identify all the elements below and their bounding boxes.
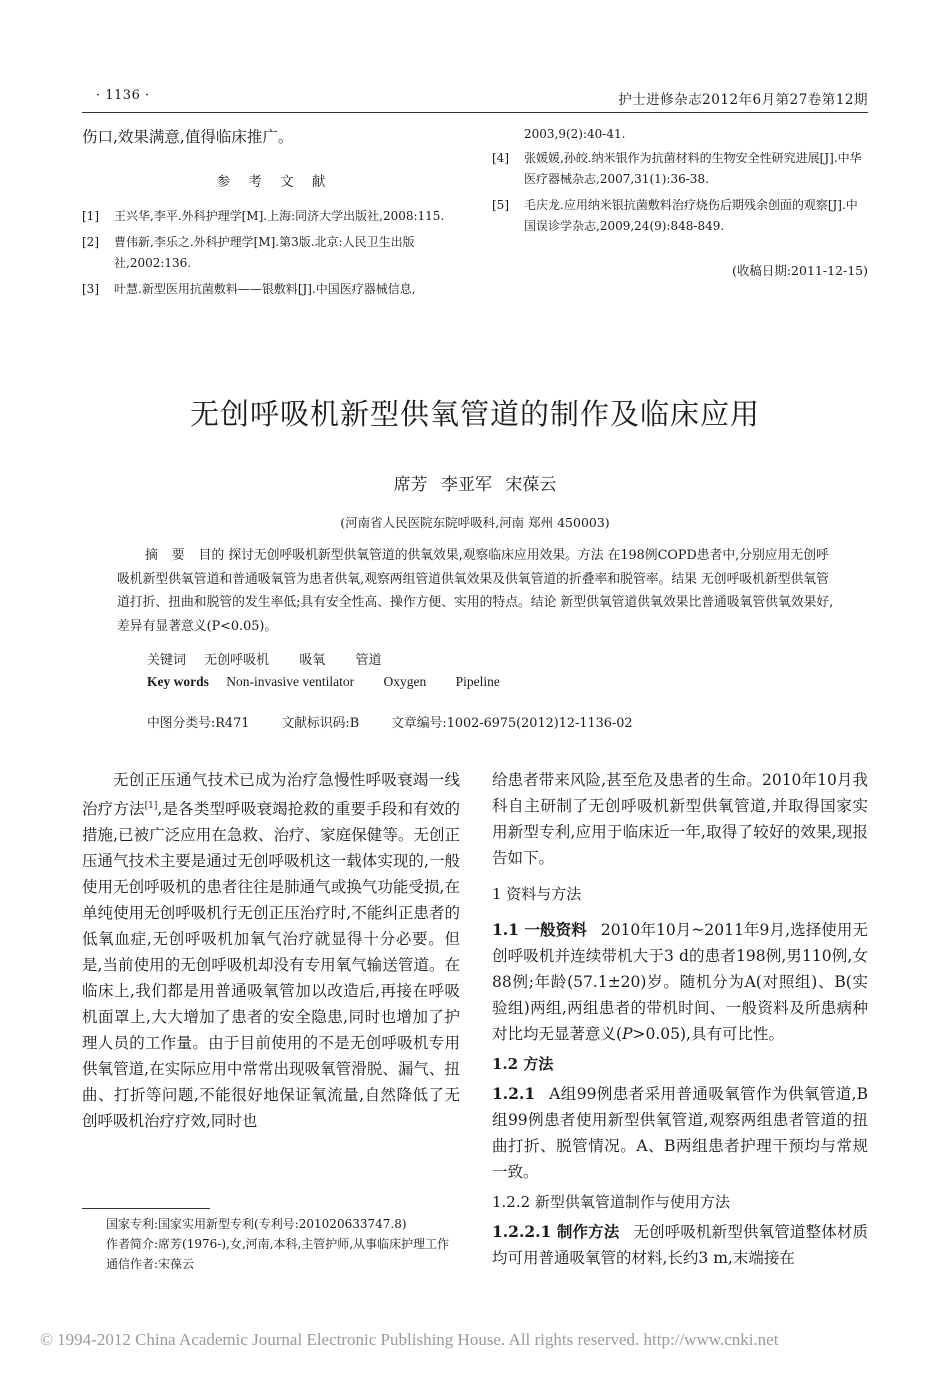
keyword-en: Oxygen <box>383 674 427 689</box>
references-heading: 参 考 文 献 <box>216 174 326 190</box>
journal-header: 护士进修杂志2012年6月第27卷第12期 <box>618 92 868 108</box>
section-1-2-heading: 1.2 方法 <box>492 1055 554 1073</box>
body-right-column <box>492 767 868 1271</box>
keyword: 管道 <box>355 653 382 668</box>
article-title: 无创呼吸机新型供氧管道的制作及临床应用 <box>189 397 760 431</box>
authors: 席芳 李亚军 宋葆云 <box>393 475 557 495</box>
reference-item: [1] 王兴华,李平.外科护理学[M].上海:同济大学出版社,2008:115. <box>82 209 445 223</box>
reference-item: [4] 张媛媛,孙皎.纳米银作为抗菌材料的生物安全性研究进展[J].中华医疗器械杂志,2007,31(1):36-38. <box>492 151 862 186</box>
page-number: · 1136 · <box>96 88 150 103</box>
reference-continuation: 2003,9(2):40-41. <box>524 127 626 141</box>
keyword-en: Pipeline <box>455 674 500 689</box>
abstract-text: 目的 探讨无创呼吸机新型供氧管道的供氧效果,观察临床应用效果。方法 在198例COPD患者中,分别应用无创呼吸机新型供氧管道和普通吸氧管为患者供氧,观察两组管道供氧效果及供氧管道的折叠率和脱管率。结果 无创呼吸机新型供氧管道打折、扭曲和脱管的发生率低;具有安全性高、操作方便、实用的特点。结论 新型供氧管道供氧效果比普通吸氧管供氧效果好,差异有显著意义(P<0.05)。 <box>117 548 834 634</box>
prev-article-closing: 伤口,效果满意,值得临床推广。 <box>82 128 294 146</box>
keyword: 无创呼吸机 <box>204 653 270 668</box>
classification-line <box>147 712 661 731</box>
header-rule <box>82 112 868 113</box>
reference-item: [3] 叶慧.新型医用抗菌敷料——银敷料[J].中国医疗器械信息, <box>82 282 416 296</box>
references-right <box>492 124 868 242</box>
article-number: 文章编号:1002-6975(2012)12-1136-02 <box>391 716 633 731</box>
keywords-en-label: Key words <box>147 674 209 689</box>
received-date: (收稿日期:2011-12-15) <box>731 263 868 278</box>
section-1-2-2-1: 1.2.2.1 制作方法 无创呼吸机新型供氧管道整体材质均可用普通吸氧管的材料,长约3 m,末端接在 <box>492 1222 868 1267</box>
footnote-corresponding: 通信作者:宋葆云 <box>106 1257 195 1271</box>
footnotes <box>82 1214 462 1274</box>
abstract <box>117 544 837 638</box>
keywords-cn <box>147 649 407 668</box>
reference-item: [5] 毛庆龙.应用纳米银抗菌敷料治疗烧伤后期残余创面的观察[J].中国误诊学杂志,2009,24(9):848-849. <box>492 198 858 233</box>
references-left <box>82 206 460 305</box>
footnote-rule <box>82 1208 210 1209</box>
reference-item: [2] 曹伟新,李乐之.外科护理学[M].第3版.北京:人民卫生出版社,2002:136. <box>82 235 415 270</box>
section-1-heading: 1 资料与方法 <box>492 885 582 903</box>
intro-paragraph: 无创正压通气技术已成为治疗急慢性呼吸衰竭一线治疗方法[1],是各类型呼吸衰竭抢救的重要手段和有效的措施,已被广泛应用在急救、治疗、家庭保健等。无创正压通气技术主要是通过无创呼吸机这一载体实现的,一般使用无创呼吸机的患者往往是肺通气或换气功能受损,在单纯使用无创呼吸机行无创正压治疗时,不能纠正患者的低氧血症,无创呼吸机加氧气治疗就显得十分必要。但是,当前使用的无创呼吸机却没有专用氧气输送管道。在临床上,我们都是用普通吸氧管加以改造后,再接在呼吸机面罩上,大大增加了患者的安全隐患,同时也增加了护理人员的工作量。由于目前使用的不是无创呼吸机专用供氧管道,在实际应用中常常出现吸氧管滑脱、漏气、扭曲、打折等问题,不能很好地保证氧流量,自然降低了无创呼吸机治疗疗效,同时也 <box>82 771 460 1131</box>
cnki-watermark: © 1994-2012 China Academic Journal Electronic Publishing House. All rights reserved. http://www.cnki.net <box>40 1330 779 1349</box>
keyword: 吸氧 <box>299 653 326 668</box>
keywords-en <box>147 674 526 690</box>
section-1-2-2-heading: 1.2.2 新型供氧管道制作与使用方法 <box>492 1193 730 1211</box>
footnote-patent: 国家专利:国家实用新型专利(专利号:201020633747.8) <box>106 1217 407 1231</box>
keyword-en: Non-invasive ventilator <box>226 674 355 689</box>
body-left-column <box>82 767 460 1134</box>
section-1-1: 1.1 一般资料 2010年10月~2011年9月,选择使用无创呼吸机并连续带机大于3 d的患者198例,男110例,女88例;年龄(57.1±20)岁。随机分为A(对照组)、B(实验组)两组,两组患者的带机时间、一般资料及所患病种对比均无显著意义(P>0.05),具有可比性。 <box>492 920 868 1043</box>
section-1-2-1: 1.2.1 A组99例患者采用普通吸氧管作为供氧管道,B组99例患者使用新型供氧管道,观察两组患者管道的扭曲打折、脱管情况。A、B两组患者护理干预均与常规一致。 <box>492 1084 868 1181</box>
clc-number: 中图分类号:R471 <box>147 716 250 731</box>
intro-continuation: 给患者带来风险,甚至危及患者的生命。2010年10月我科自主研制了无创呼吸机新型供氧管道,并取得国家实用新型专利,应用于临床近一年,取得了较好的效果,现报告如下。 <box>492 771 868 867</box>
citation: [1] <box>144 801 158 811</box>
keywords-label: 关键词 <box>147 653 187 668</box>
footnote-author-bio: 作者简介:席芳(1976-),女,河南,本科,主管护师,从事临床护理工作 <box>106 1237 450 1251</box>
document-code: 文献标识码:B <box>281 716 360 731</box>
affiliation: (河南省人民医院东院呼吸科,河南 郑州 450003) <box>340 515 610 530</box>
abstract-label: 摘 要 <box>145 548 185 563</box>
